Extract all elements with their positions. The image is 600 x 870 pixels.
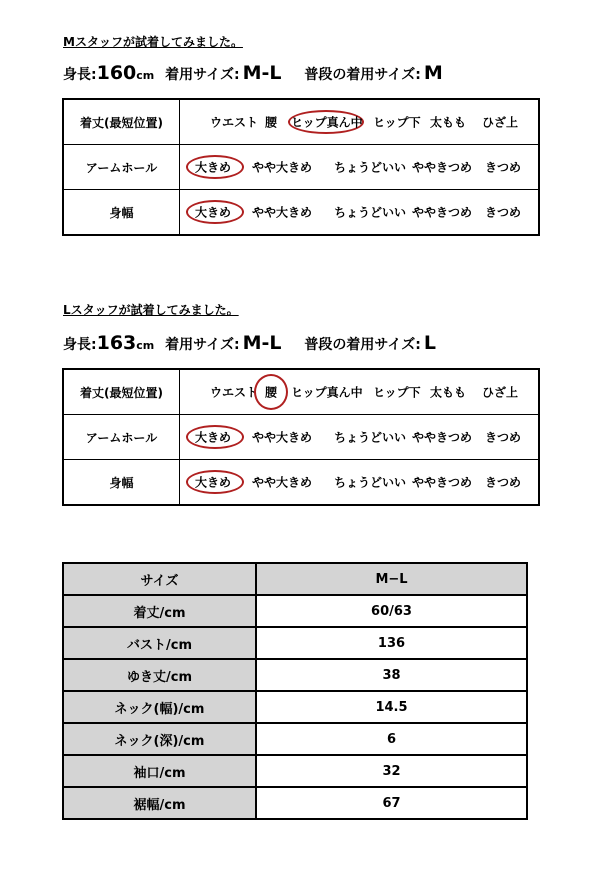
fit-row-armhole — [63, 415, 539, 460]
table-row — [63, 755, 527, 787]
option-hip-upper: 腰 — [265, 115, 278, 130]
size-item-label: 着丈/cm — [63, 595, 256, 627]
size-item-label: ネック(幅)/cm — [63, 691, 256, 723]
fit-row-label: アームホール — [63, 415, 180, 460]
fit-options — [180, 99, 540, 145]
size-item-value: 6 — [256, 723, 527, 755]
size-table — [62, 562, 528, 820]
option-slightly-tight: ややきつめ — [412, 475, 473, 490]
option-hip-middle: ヒップ真ん中 — [291, 115, 363, 130]
option-tight: きつめ — [485, 160, 522, 175]
option-just-right: ちょうどいい — [334, 160, 407, 175]
usual-size-value: M — [423, 62, 443, 84]
size-item-value: 32 — [256, 755, 527, 787]
height-unit: cm — [136, 69, 155, 82]
fit-options — [180, 369, 540, 415]
option-just-right: ちょうどいい — [334, 475, 407, 490]
option-tight: きつめ — [485, 430, 522, 445]
option-hip-middle: ヒップ真ん中 — [291, 385, 363, 400]
fit-row-label: 着丈(最短位置) — [63, 99, 180, 145]
usual-size-label: 普段の着用サイズ: — [304, 67, 421, 83]
fit-row-label: 身幅 — [63, 460, 180, 506]
worn-size-value: M-L — [242, 332, 282, 354]
size-item-value: 14.5 — [256, 691, 527, 723]
option-slightly-tight: ややきつめ — [412, 205, 473, 220]
fit-options — [180, 460, 540, 506]
table-row — [63, 691, 527, 723]
fit-row-body-width — [63, 190, 539, 236]
option-hip-below: ヒップ下 — [373, 115, 421, 130]
fit-row-length — [63, 99, 539, 145]
table-row — [63, 787, 527, 819]
worn-size-label: 着用サイズ: — [165, 337, 240, 353]
height-label: 身長: — [63, 337, 97, 353]
fit-options — [180, 190, 540, 236]
fit-row-label: 着丈(最短位置) — [63, 369, 180, 415]
size-item-value: 38 — [256, 659, 527, 691]
fit-row-armhole — [63, 145, 539, 190]
option-above-knee: ひざ上 — [482, 385, 519, 400]
worn-size-label: 着用サイズ: — [165, 67, 240, 83]
staff-l-title: Lスタッフが試着してみました。 — [63, 303, 239, 317]
option-just-right: ちょうどいい — [334, 205, 407, 220]
staff-m-profile — [63, 62, 443, 84]
size-item-value: 60/63 — [256, 595, 527, 627]
size-item-value: 136 — [256, 627, 527, 659]
table-row — [63, 723, 527, 755]
height-value: 160 — [96, 62, 137, 84]
size-item-label: ネック(深)/cm — [63, 723, 256, 755]
option-slightly-tight: ややきつめ — [412, 430, 473, 445]
option-thigh: 太もも — [430, 385, 467, 400]
option-thigh: 太もも — [430, 115, 467, 130]
fit-options — [180, 145, 540, 190]
option-above-knee: ひざ上 — [482, 115, 519, 130]
option-large: 大きめ — [195, 475, 232, 490]
usual-size-value: L — [423, 332, 436, 354]
fit-row-body-width — [63, 460, 539, 506]
table-row — [63, 627, 527, 659]
height-unit: cm — [136, 339, 155, 352]
option-large: 大きめ — [195, 430, 232, 445]
fit-row-length — [63, 369, 539, 415]
size-item-label: 袖口/cm — [63, 755, 256, 787]
option-large: 大きめ — [195, 160, 232, 175]
staff-m-title: Mスタッフが試着してみました。 — [63, 35, 243, 49]
option-large: 大きめ — [195, 205, 232, 220]
option-slightly-large: やや大きめ — [252, 160, 313, 175]
size-item-value: 67 — [256, 787, 527, 819]
fit-row-label: 身幅 — [63, 190, 180, 236]
table-row — [63, 595, 527, 627]
option-slightly-tight: ややきつめ — [412, 160, 473, 175]
option-tight: きつめ — [485, 475, 522, 490]
staff-l-fit-table — [62, 368, 540, 506]
option-slightly-large: やや大きめ — [252, 475, 313, 490]
staff-l-profile — [63, 332, 436, 354]
fit-row-label: アームホール — [63, 145, 180, 190]
size-header-value: M−L — [256, 563, 527, 595]
height-value: 163 — [96, 332, 137, 354]
option-just-right: ちょうどいい — [334, 430, 407, 445]
option-waist: ウエスト — [210, 385, 259, 400]
option-waist: ウエスト — [210, 115, 259, 130]
size-header-label: サイズ — [63, 563, 256, 595]
size-item-label: バスト/cm — [63, 627, 256, 659]
worn-size-value: M-L — [242, 62, 282, 84]
usual-size-label: 普段の着用サイズ: — [304, 337, 421, 353]
option-slightly-large: やや大きめ — [252, 430, 313, 445]
option-hip-upper: 腰 — [265, 385, 278, 400]
option-tight: きつめ — [485, 205, 522, 220]
option-hip-below: ヒップ下 — [373, 385, 421, 400]
table-row — [63, 659, 527, 691]
staff-m-fit-table — [62, 98, 540, 236]
fit-options — [180, 415, 540, 460]
option-slightly-large: やや大きめ — [252, 205, 313, 220]
height-label: 身長: — [63, 67, 97, 83]
size-item-label: ゆき丈/cm — [63, 659, 256, 691]
size-item-label: 裾幅/cm — [63, 787, 256, 819]
size-table-header — [63, 563, 527, 595]
